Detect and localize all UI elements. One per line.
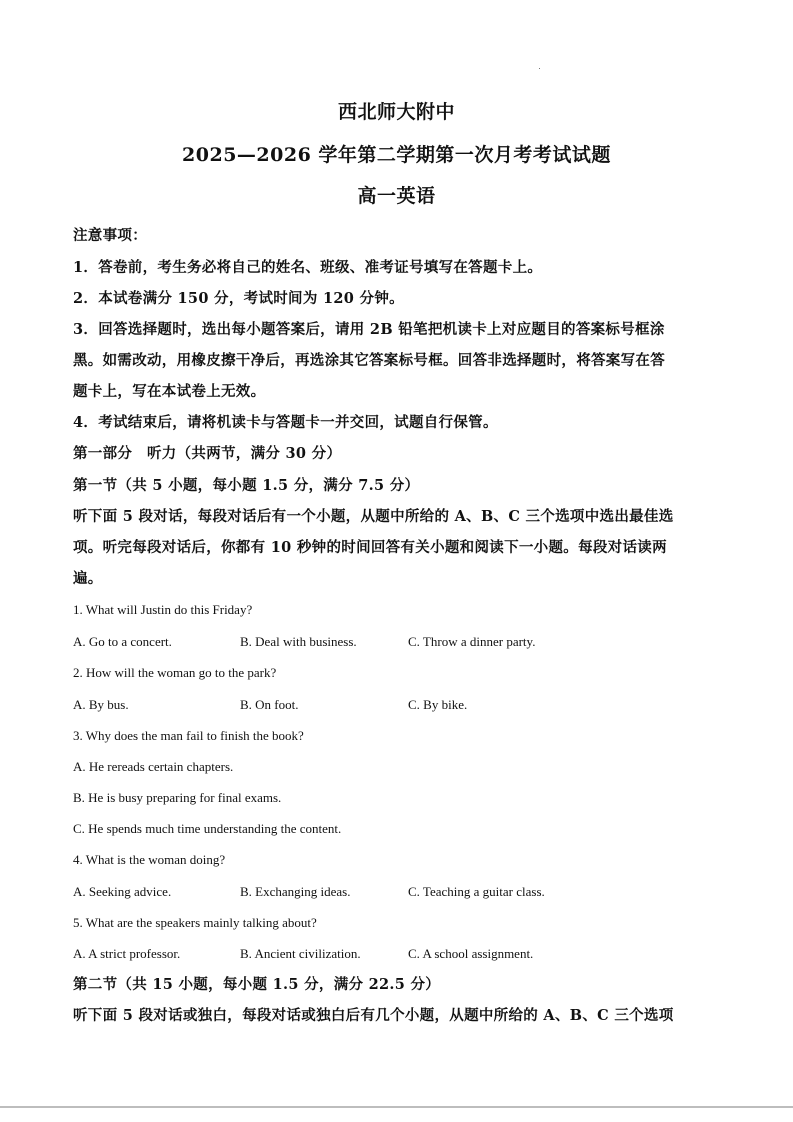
- section-1-instruction-line-3: 遍。: [73, 570, 103, 587]
- subject-title: 高一英语: [357, 185, 436, 207]
- question-1-option-b: B. Deal with business.: [240, 634, 357, 649]
- notice-item-4: 4．考试结束后，请将机读卡与答题卡一并交回，试题自行保管。: [73, 414, 498, 431]
- notice-item-3-line-3: 题卡上，写在本试卷上无效。: [73, 383, 266, 400]
- section-1-instruction-line-2: 项。听完每段对话后，你都有 10 秒钟的时间回答有关小题和阅读下一小题。每段对话读两: [73, 539, 667, 556]
- question-4-option-b: B. Exchanging ideas.: [240, 884, 351, 899]
- part-1-title: 第一部分 听力（共两节，满分 30 分）: [73, 445, 342, 462]
- question-2-option-b: B. On foot.: [240, 697, 299, 712]
- question-1-stem: 1. What will Justin do this Friday?: [73, 602, 253, 617]
- question-4-option-c: C. Teaching a guitar class.: [408, 884, 545, 899]
- question-2-stem: 2. How will the woman go to the park?: [73, 665, 277, 680]
- question-4-option-a: A. Seeking advice.: [73, 884, 172, 899]
- question-1-option-c: C. Throw a dinner party.: [408, 634, 536, 649]
- question-2-option-a: A. By bus.: [73, 697, 129, 712]
- question-5-option-a: A. A strict professor.: [73, 946, 181, 961]
- notice-item-1: 1．答卷前，考生务必将自己的姓名、班级、准考证号填写在答题卡上。: [73, 259, 543, 276]
- section-2-instruction-line-1: 听下面 5 段对话或独白，每段对话或独白后有几个小题，从题中所给的 A、B、C 三个选项: [73, 1007, 674, 1024]
- section-1-instruction-line-1: 听下面 5 段对话，每段对话后有一个小题，从题中所给的 A、B、C 三个选项中选出最佳选: [73, 508, 674, 525]
- question-3-option-c: C. He spends much time understanding the content.: [73, 821, 342, 836]
- notice-item-2: 2．本试卷满分 150 分，考试时间为 120 分钟。: [73, 290, 404, 307]
- section-2-title: 第二节（共 15 小题，每小题 1.5 分，满分 22.5 分）: [73, 976, 441, 993]
- question-3-stem: 3. Why does the man fail to finish the book?: [73, 728, 304, 743]
- question-5-option-b: B. Ancient civilization.: [240, 946, 361, 961]
- question-4-stem: 4. What is the woman doing?: [73, 852, 226, 867]
- page-bottom-rule: [0, 1106, 793, 1108]
- section-1-title: 第一节（共 5 小题，每小题 1.5 分，满分 7.5 分）: [73, 477, 420, 494]
- notice-heading: 注意事项：: [73, 227, 147, 244]
- school-title: 西北师大附中: [337, 101, 455, 123]
- question-5-stem: 5. What are the speakers mainly talking about?: [73, 915, 317, 930]
- question-3-option-a: A. He rereads certain chapters.: [73, 759, 234, 774]
- question-3-option-b: B. He is busy preparing for final exams.: [73, 790, 282, 805]
- notice-item-3-line-2: 黑。如需改动，用橡皮擦干净后，再选涂其它答案标号框。回答非选择题时，将答案写在答: [73, 352, 665, 369]
- notice-item-3-line-1: 3．回答选择题时，选出每小题答案后，请用 2B 铅笔把机读卡上对应题目的答案标号框涂: [73, 321, 665, 338]
- exam-title: 2025—2026 学年第二学期第一次月考考试试题: [182, 144, 611, 166]
- question-1-option-a: A. Go to a concert.: [73, 634, 172, 649]
- question-5-option-c: C. A school assignment.: [408, 946, 534, 961]
- question-2-option-c: C. By bike.: [408, 697, 468, 712]
- page-speck: [539, 68, 540, 69]
